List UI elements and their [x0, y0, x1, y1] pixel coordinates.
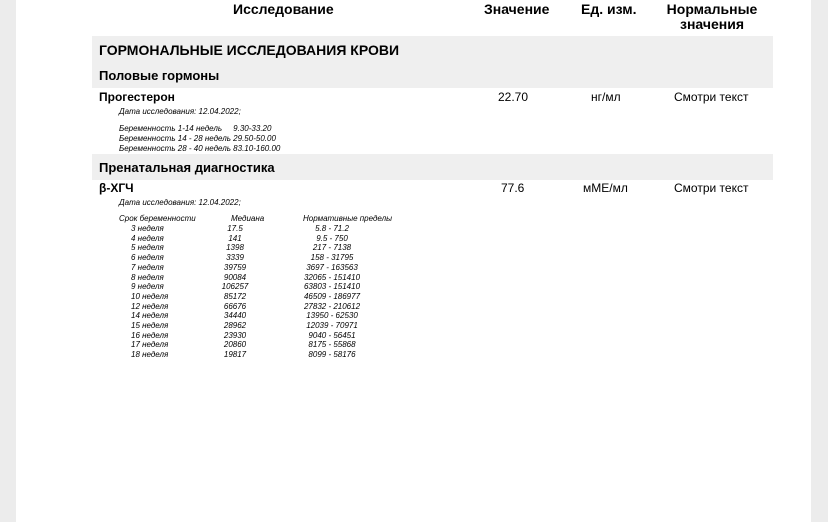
hcg-table-row: [119, 234, 419, 244]
hcg-table-body: [119, 224, 419, 364]
hcg-median-cell: 3339: [226, 253, 244, 263]
column-header-value: Значение: [484, 1, 550, 17]
hcg-median-cell: 19817: [223, 350, 247, 360]
hcg-term-cell: 4 неделя: [131, 233, 164, 243]
hcg-median-cell: 28962: [223, 321, 247, 330]
hcg-range-cell: 13950 - 62530: [306, 311, 358, 321]
hcg-median-cell: 141: [228, 233, 242, 243]
progesterone-note: Беременность 1-14 недель 9.30-33.20: [119, 124, 272, 133]
progesterone-note: Беременность 14 - 28 недель 29.50-50.00: [119, 134, 276, 143]
hcg-term-cell: 12 неделя: [131, 301, 169, 311]
hcg-term-cell: 9 неделя: [131, 282, 164, 292]
hcg-range-cell: 46509 - 186977: [303, 291, 361, 301]
hcg-table-row: [119, 340, 419, 350]
hcg-range-cell: 8099 - 58176: [308, 350, 356, 360]
hcg-median-cell: 39759: [223, 262, 247, 272]
hcg-term-cell: 7 неделя: [131, 262, 164, 272]
hcg-term-cell: 6 неделя: [131, 253, 164, 263]
test-normal-hcg: Смотри текст: [674, 181, 749, 195]
test-name-hcg: β-ХГЧ: [99, 181, 134, 195]
hcg-median-cell: 106257: [221, 282, 249, 292]
hcg-term-cell: 10 неделя: [131, 291, 169, 301]
test-name-progesterone: Прогестерон: [99, 90, 175, 104]
hcg-term-cell: 17 неделя: [131, 340, 169, 350]
hcg-term-cell: 5 неделя: [131, 243, 164, 253]
hcg-range-cell: 12039 - 70971: [306, 321, 358, 330]
hcg-term-cell: 3 неделя: [131, 224, 164, 233]
hcg-table-header-median: Медиана: [231, 214, 265, 223]
test-unit-progesterone: нг/мл: [591, 90, 621, 104]
test-date-hcg: Дата исследования: 12.04.2022;: [119, 198, 241, 207]
test-date-progesterone: Дата исследования: 12.04.2022;: [119, 107, 241, 116]
hcg-term-cell: 16 неделя: [131, 330, 169, 340]
hcg-median-cell: 85172: [223, 291, 247, 301]
hcg-median-cell: 17.5: [227, 224, 243, 233]
test-normal-progesterone: Смотри текст: [674, 90, 749, 104]
hcg-table-header-term: Срок беременности: [119, 214, 196, 223]
column-header-normal: Нормальные значения: [666, 1, 758, 32]
hcg-range-cell: 9.5 - 750: [316, 233, 348, 243]
hcg-term-cell: 15 неделя: [131, 321, 169, 330]
hcg-term-cell: 8 неделя: [131, 272, 164, 282]
hcg-median-cell: 1398: [226, 243, 244, 253]
section-title: ГОРМОНАЛЬНЫЕ ИССЛЕДОВАНИЯ КРОВИ: [99, 42, 400, 58]
hcg-range-cell: 27832 - 210612: [303, 301, 361, 311]
hcg-median-cell: 34440: [223, 311, 247, 321]
group-title-prenatal: Пренатальная диагностика: [99, 160, 275, 175]
hcg-table-row: [119, 273, 419, 283]
test-unit-hcg: мМЕ/мл: [583, 181, 628, 195]
hcg-table-row: [119, 292, 419, 302]
hcg-range-cell: 63803 - 151410: [303, 282, 361, 292]
column-header-unit: Ед. изм.: [581, 1, 637, 17]
hcg-table-row: [119, 321, 419, 331]
hcg-range-cell: 32065 - 151410: [303, 272, 361, 282]
hcg-median-cell: 90084: [223, 272, 247, 282]
group-title-sex-hormones: Половые гормоны: [99, 68, 220, 83]
hcg-table-row: [119, 302, 419, 312]
hcg-median-cell: 66676: [223, 301, 247, 311]
hcg-table-row: [119, 311, 419, 321]
hcg-range-cell: 3697 - 163563: [306, 262, 358, 272]
hcg-range-cell: 9040 - 56451: [308, 330, 356, 340]
hcg-range-cell: 217 - 7138: [312, 243, 352, 253]
hcg-range-cell: 8175 - 55868: [308, 340, 356, 350]
hcg-median-cell: 23930: [223, 330, 247, 340]
hcg-table-header-range: Нормативные пределы: [303, 214, 392, 223]
hcg-term-cell: 14 неделя: [131, 311, 169, 321]
hcg-median-cell: 20860: [223, 340, 247, 350]
hcg-table-row: [119, 224, 419, 234]
column-header-study: Исследование: [233, 1, 334, 17]
hcg-term-cell: 18 неделя: [131, 350, 169, 360]
test-value-hcg: 77.6: [501, 181, 525, 195]
hcg-table-row: [119, 243, 419, 253]
hcg-table-row: [119, 331, 419, 341]
test-value-progesterone: 22.70: [498, 90, 529, 104]
hcg-table-row: [119, 282, 419, 292]
progesterone-note: Беременность 28 - 40 недель 83.10-160.00: [119, 144, 281, 153]
hcg-range-cell: 5.8 - 71.2: [315, 224, 349, 233]
hcg-table-row: [119, 350, 419, 360]
hcg-table-row: [119, 253, 419, 263]
hcg-range-cell: 158 - 31795: [310, 253, 354, 263]
hcg-table-row: [119, 263, 419, 273]
